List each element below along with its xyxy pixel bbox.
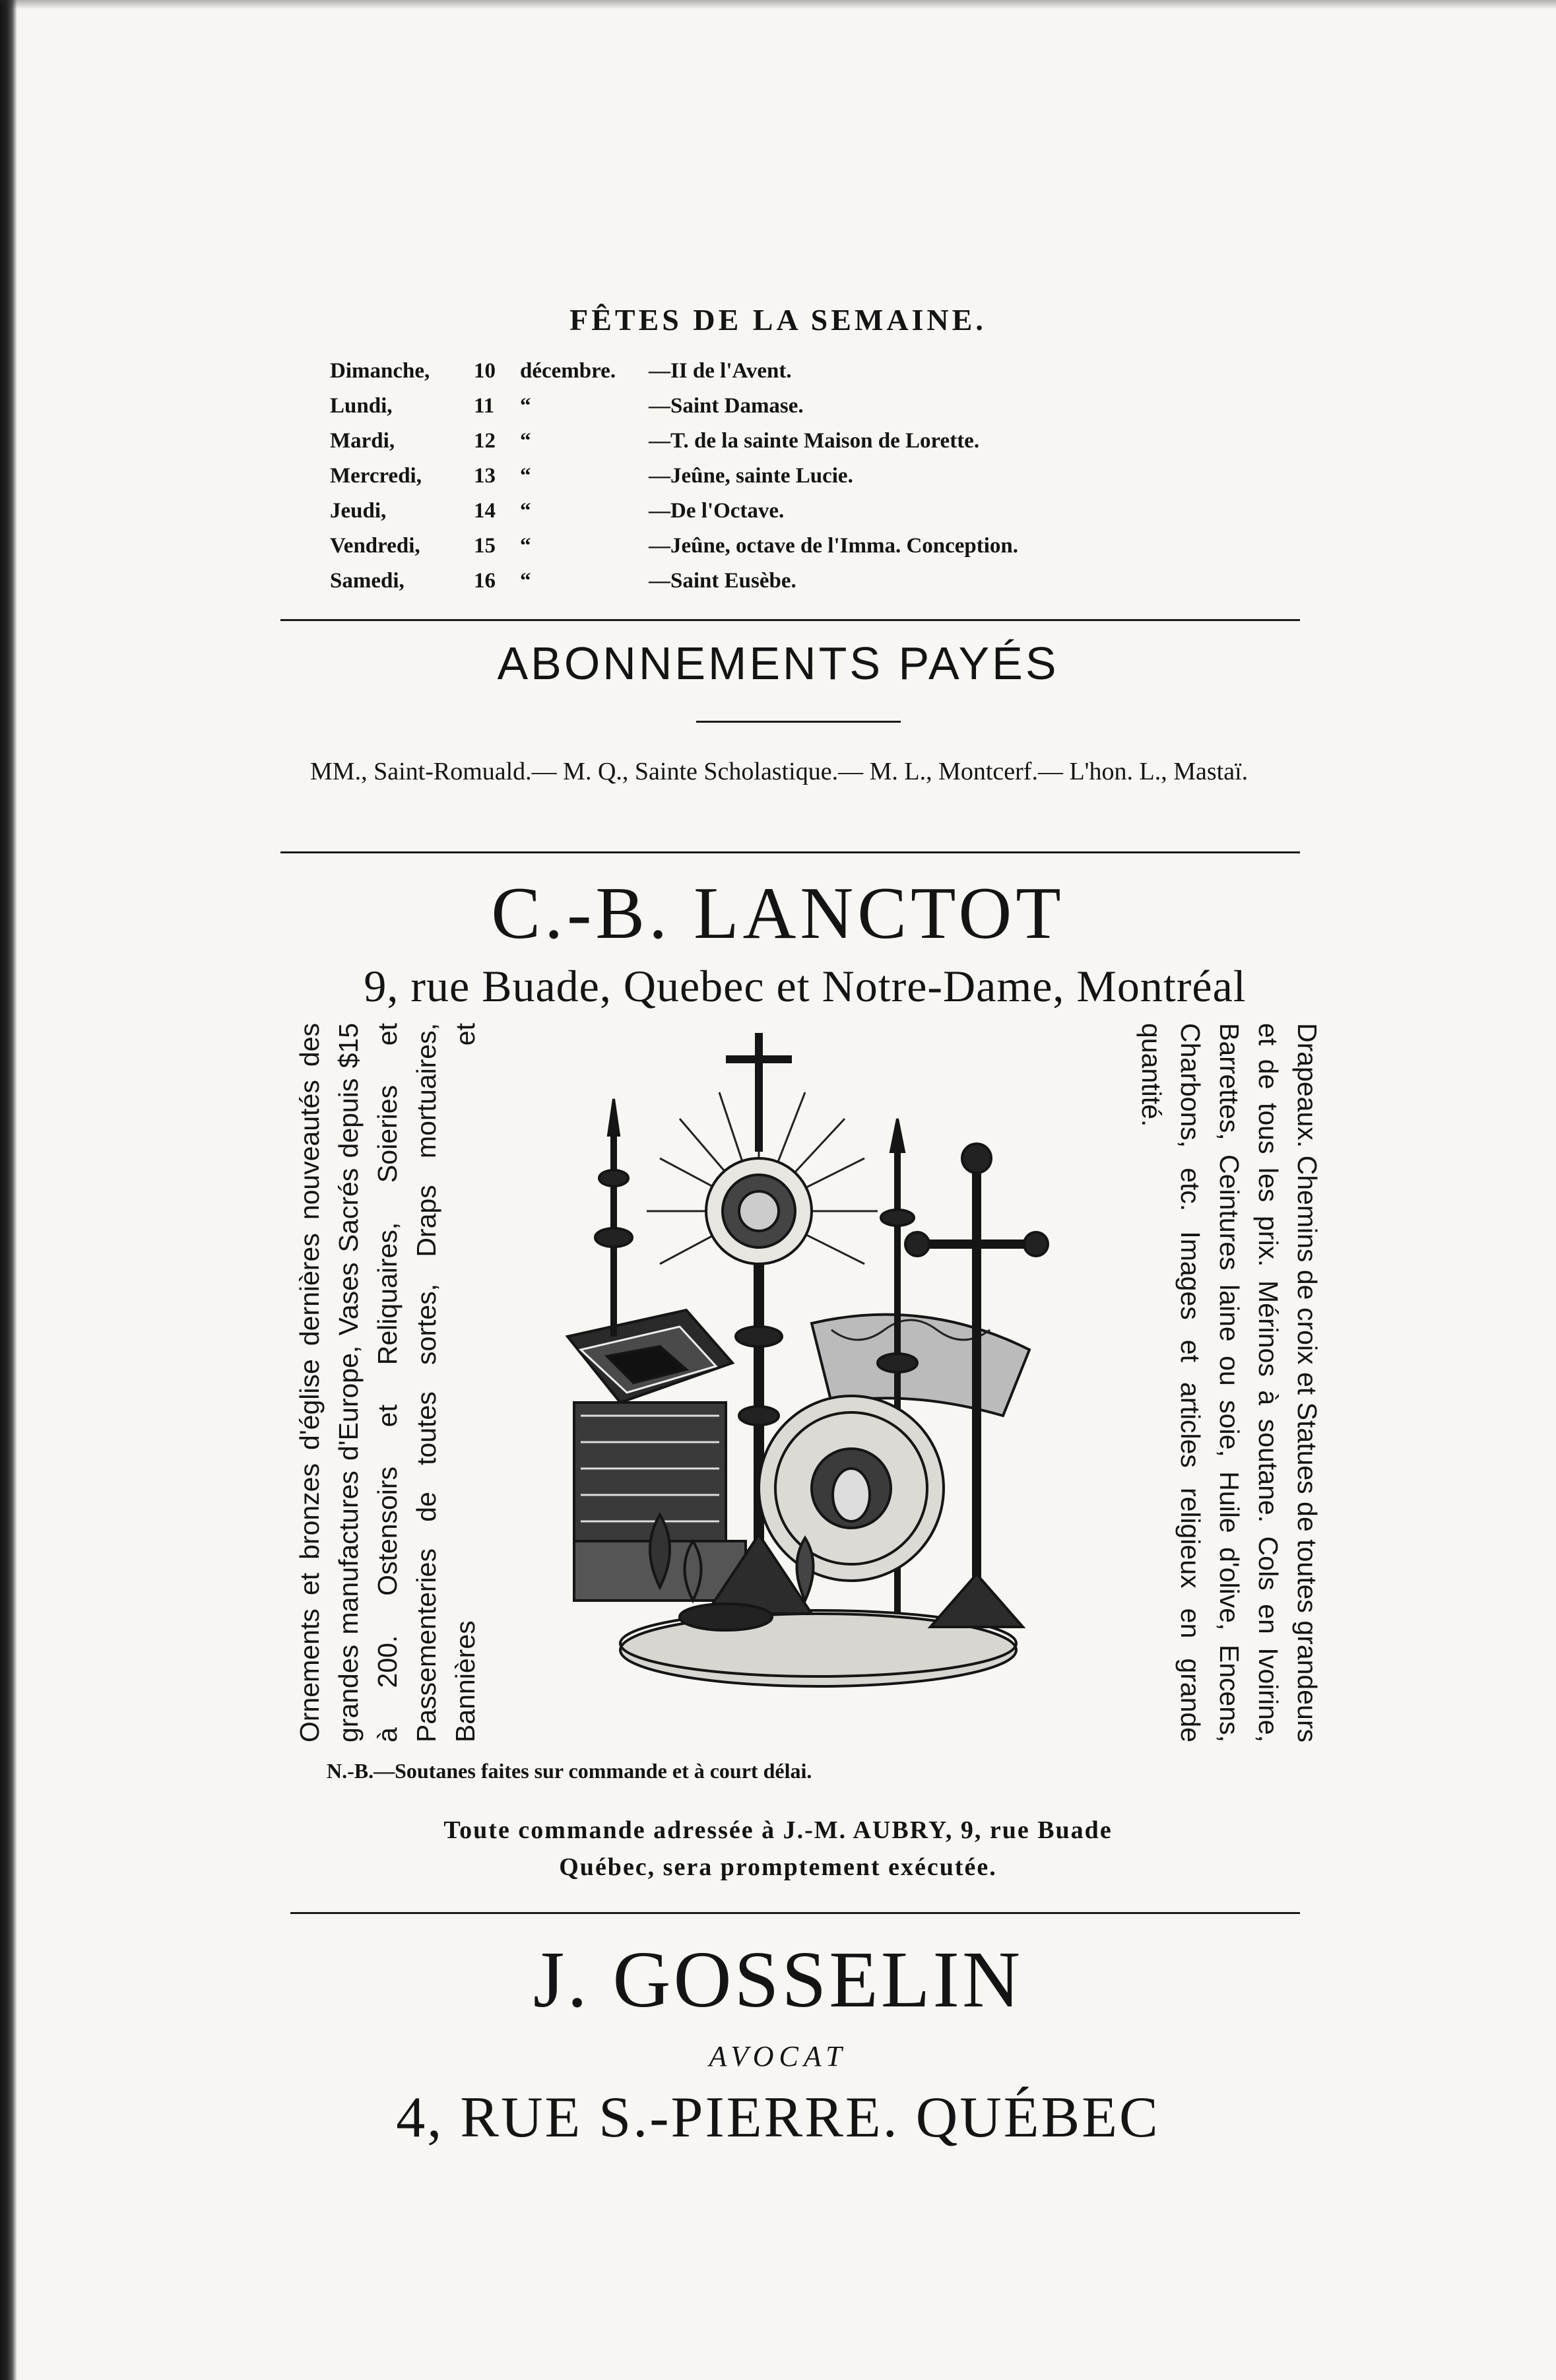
- fete-row: [330, 424, 1018, 459]
- divider: [280, 851, 1300, 853]
- fetes-table: [330, 354, 1018, 599]
- fete-date: 15: [474, 534, 496, 558]
- fete-name: —De l'Octave.: [649, 499, 785, 523]
- fete-month: “: [520, 429, 531, 453]
- scan-edge-top: [0, 0, 1556, 9]
- fete-month: “: [520, 394, 531, 418]
- fete-date: 13: [474, 464, 496, 488]
- fete-name: —Saint Damase.: [649, 394, 804, 418]
- fete-date: 11: [474, 394, 495, 418]
- commande-line-2: Québec, sera promptement exécutée.: [559, 1853, 997, 1881]
- fete-day: Lundi,: [330, 394, 393, 418]
- fete-name: —Saint Eusèbe.: [649, 569, 796, 593]
- lanctot-name: C.-B. LANCTOT: [491, 873, 1065, 954]
- fete-date: 16: [474, 569, 496, 593]
- abonnements-text: MM., Saint-Romuald.— M. Q., Sainte Scholastique.— M. L., Montcerf.— L'hon. L., Mastaï.: [310, 758, 1248, 785]
- fete-date: 14: [474, 499, 496, 523]
- lanctot-commande: [0, 1812, 1556, 1886]
- fete-row: [330, 564, 1018, 599]
- fete-month: “: [520, 499, 531, 523]
- fete-day: Dimanche,: [330, 359, 430, 383]
- divider: [290, 1912, 1300, 1914]
- fete-day: Vendredi,: [330, 534, 420, 558]
- fete-month: “: [520, 464, 531, 488]
- fete-row: [330, 529, 1018, 564]
- fete-month: décembre.: [520, 359, 616, 383]
- fete-row: [330, 459, 1018, 494]
- fete-day: Jeudi,: [330, 499, 387, 523]
- lanctot-nb: N.-B.—Soutanes faites sur commande et à court délai.: [327, 1759, 812, 1783]
- gosselin-address: 4, RUE S.-PIERRE. QUÉBEC: [396, 2086, 1160, 2150]
- fete-date: 12: [474, 429, 496, 453]
- divider: [280, 619, 1300, 621]
- lanctot-address: 9, rue Buade, Quebec et Notre-Dame, Montréal: [364, 961, 1247, 1011]
- lanctot-left-column: Ornements et bronzes d'église dernières nouveautés des grandes manufactures d'Europe, Vases Sacrés depuis $15 à 200. Ostensoirs et Reliquaires, Soieries et Passementeries de toutes sortes, Draps mortuaires, Bannières et: [294, 1023, 480, 1742]
- commande-line-1: Toute commande adressée à J.-M. AUBRY, 9, rue Buade: [443, 1816, 1113, 1844]
- fete-name: —II de l'Avent.: [649, 359, 792, 383]
- abonnements-title: ABONNEMENTS PAYÉS: [497, 638, 1059, 689]
- fete-month: “: [520, 534, 531, 558]
- fete-day: Samedi,: [330, 569, 405, 593]
- fete-row: [330, 494, 1018, 529]
- fete-date: 10: [474, 359, 496, 383]
- lanctot-right-column: Drapeaux. Chemins de croix et Statues de toutes grandeurs et de tous les prix. Mérinos à soutane. Cols en Ivoirine, Barrettes, Ceintures laine ou soie, Huile d'olive, Encens, Charbons, etc. Images et articles religieux en grande quantité.: [1136, 1023, 1322, 1742]
- church-goods-illustration: [528, 1020, 1109, 1733]
- fete-day: Mardi,: [330, 429, 395, 453]
- fete-name: —Jeûne, octave de l'Imma. Conception.: [649, 534, 1019, 558]
- fetes-title: FÊTES DE LA SEMAINE.: [569, 303, 987, 337]
- gosselin-name: J. GOSSELIN: [533, 1935, 1023, 2024]
- fete-month: “: [520, 569, 531, 593]
- fete-name: —Jeûne, sainte Lucie.: [649, 464, 853, 488]
- gosselin-role: AVOCAT: [709, 2040, 847, 2072]
- fete-row: [330, 354, 1018, 389]
- fete-name: —T. de la sainte Maison de Lorette.: [649, 429, 980, 453]
- short-divider: [696, 721, 901, 723]
- fete-day: Mercredi,: [330, 464, 422, 488]
- fete-row: [330, 389, 1018, 424]
